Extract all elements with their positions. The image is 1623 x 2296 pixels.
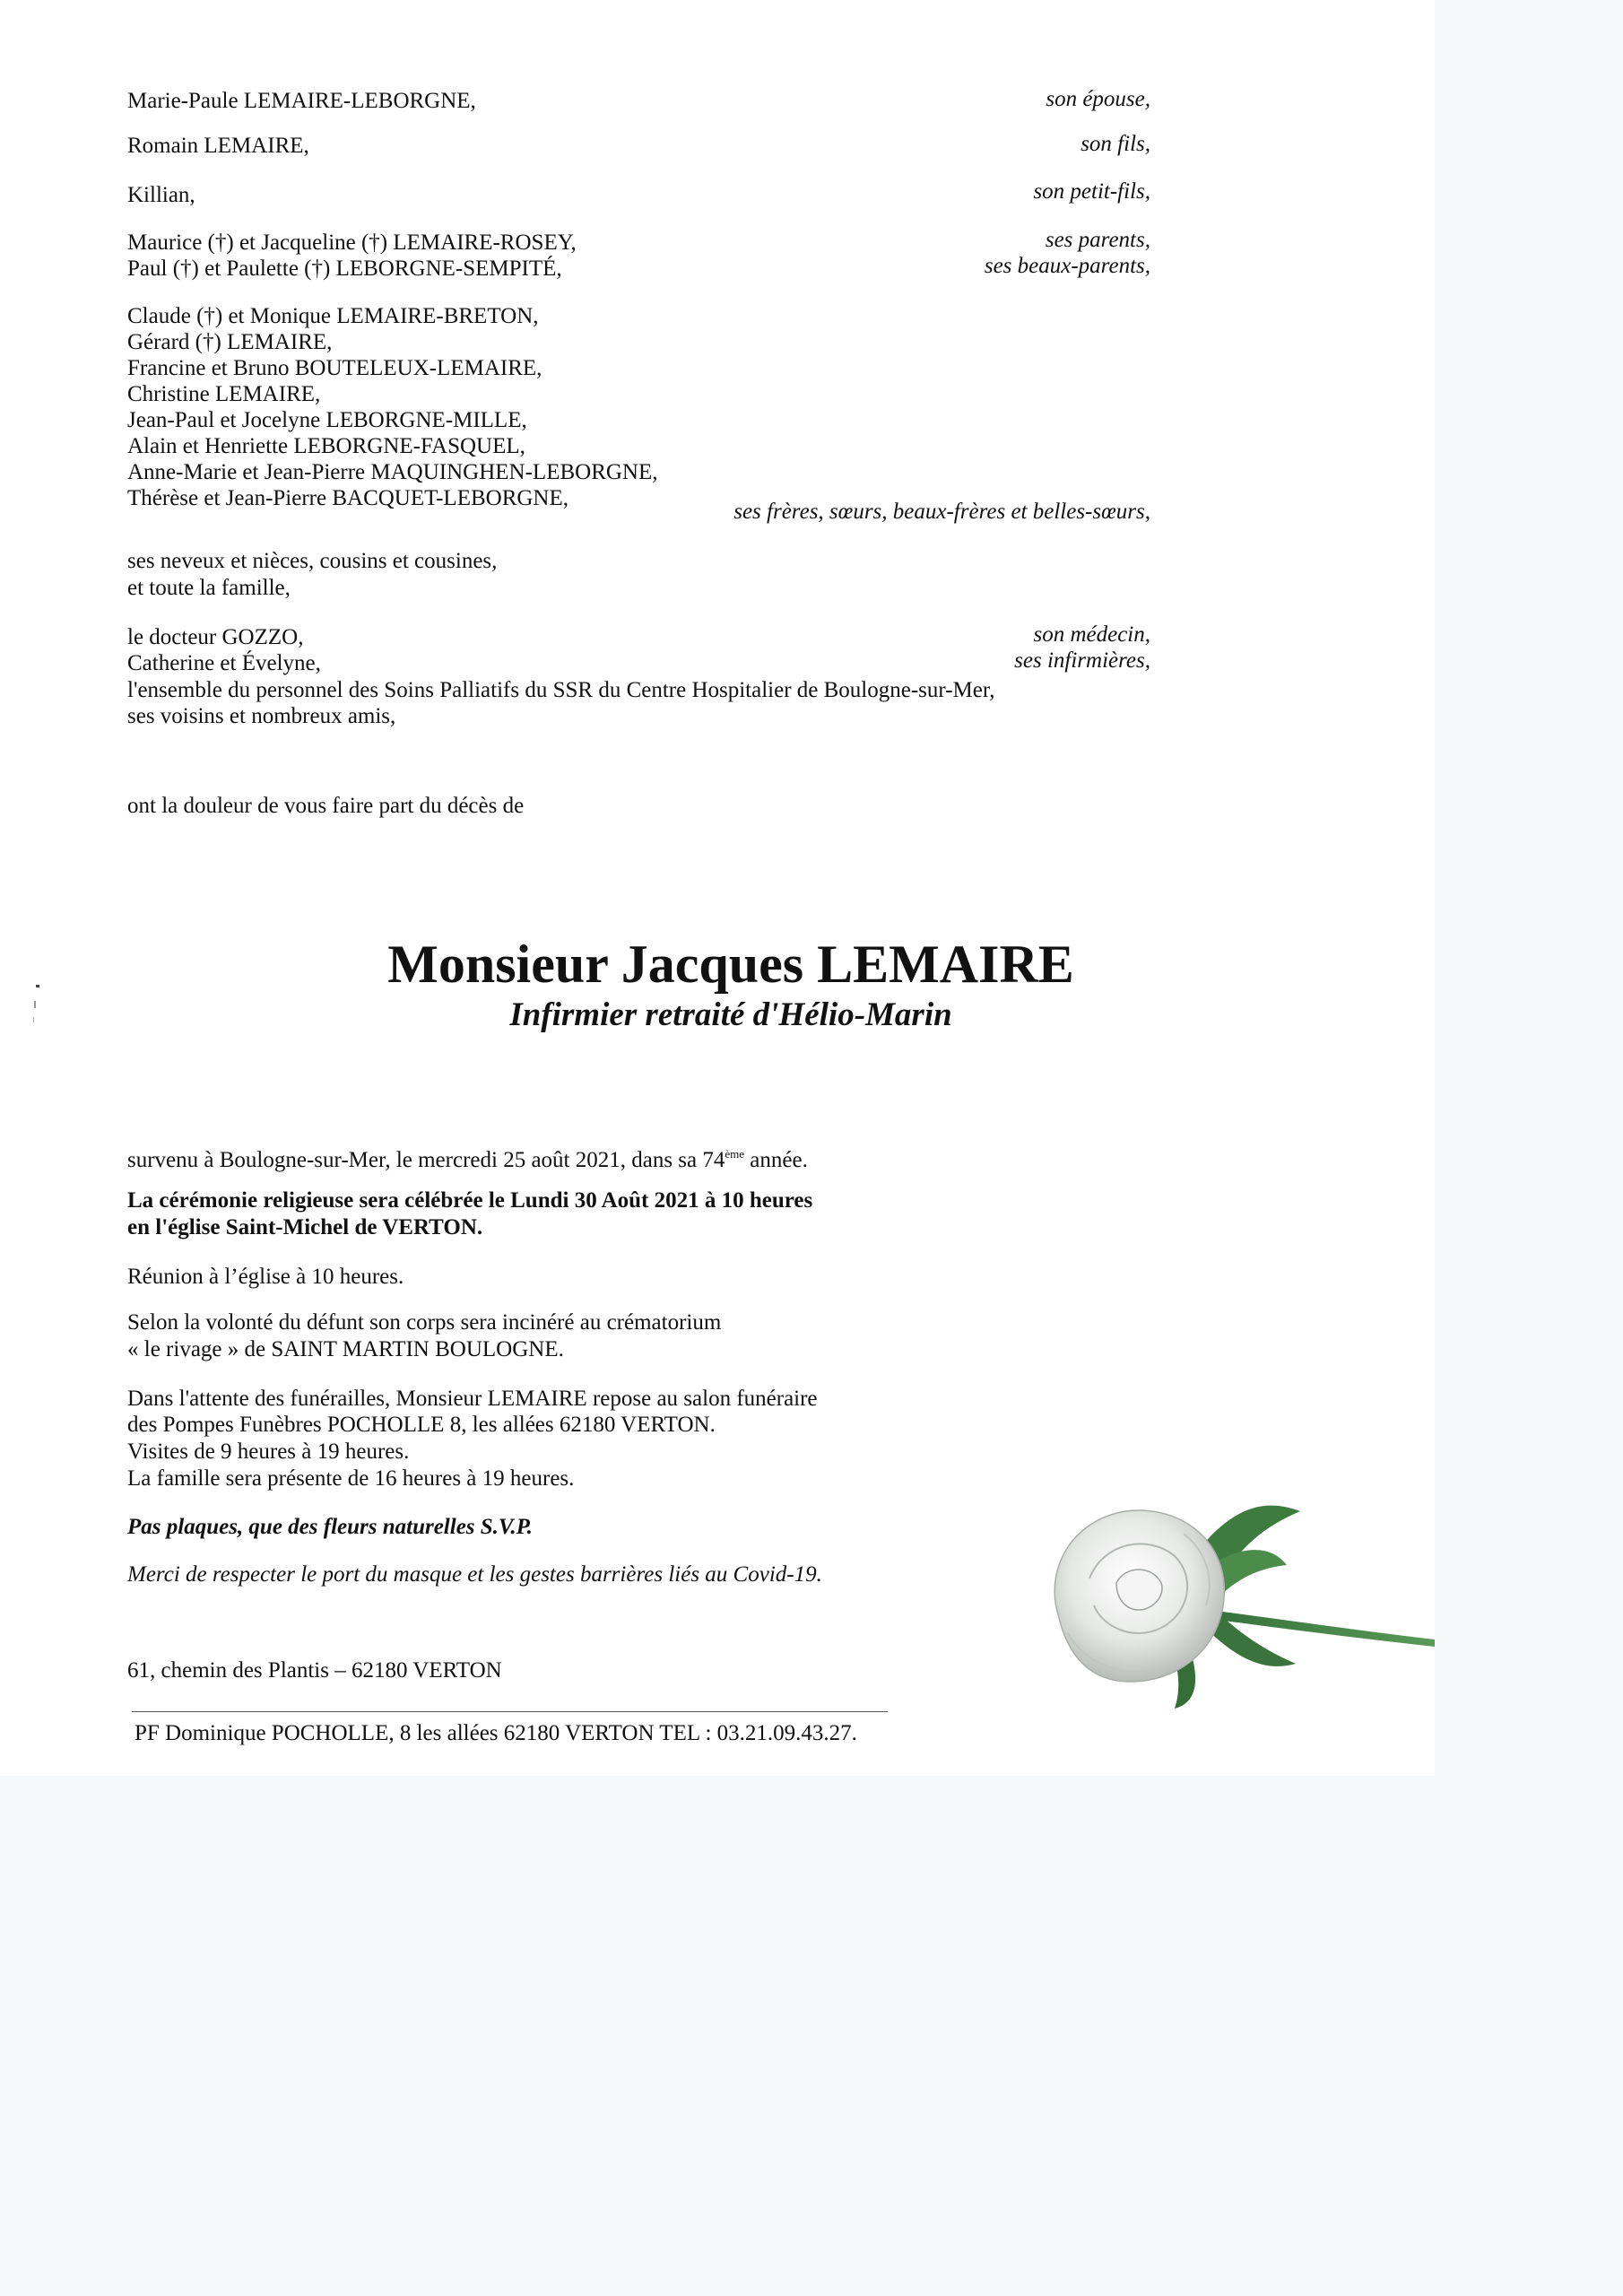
sibling-1: Claude (†) et Monique LEMAIRE-BRETON, bbox=[127, 304, 539, 328]
family-relation-4: ses parents, bbox=[1045, 228, 1150, 252]
family-name-2: Romain LEMAIRE, bbox=[127, 134, 309, 158]
flowers-note: Pas plaques, que des fleurs naturelles S.V.P. bbox=[127, 1515, 533, 1539]
family-name-3: Killian, bbox=[127, 183, 195, 207]
meeting-info: Réunion à l’église à 10 heures. bbox=[127, 1265, 404, 1289]
deceased-title: Infirmier retraité d'Hélio-Marin bbox=[509, 996, 952, 1033]
sibling-8: Thérèse et Jean-Pierre BACQUET-LEBORGNE, bbox=[127, 486, 569, 510]
family-name-5: Paul (†) et Paulette (†) LEBORGNE-SEMPITÉ, bbox=[127, 257, 562, 281]
ceremony-line-1: La cérémonie religieuse sera célébrée le Lundi 30 Août 2021 à 10 heures bbox=[127, 1188, 813, 1213]
scan-specks bbox=[30, 983, 48, 1028]
extended-family-2: et toute la famille, bbox=[127, 576, 291, 600]
announcement: ont la douleur de vous faire part du décès de bbox=[127, 794, 525, 818]
family-relation-1: son épouse, bbox=[1046, 87, 1150, 111]
sibling-4: Christine LEMAIRE, bbox=[127, 382, 321, 406]
carer-1: le docteur GOZZO, bbox=[127, 625, 304, 649]
footer-divider bbox=[132, 1711, 888, 1712]
visits-line-3: Visites de 9 heures à 19 heures. bbox=[127, 1439, 410, 1464]
family-relation-3: son petit-fils, bbox=[1033, 179, 1150, 204]
carer-relation-2: ses infirmières, bbox=[1014, 648, 1150, 673]
death-text-end: année. bbox=[744, 1148, 808, 1172]
sibling-2: Gérard (†) LEMAIRE, bbox=[127, 330, 333, 354]
white-rose-image bbox=[1040, 1480, 1435, 1713]
extended-family-1: ses neveux et nièces, cousins et cousines, bbox=[127, 549, 498, 573]
carer-4: ses voisins et nombreux amis, bbox=[127, 704, 396, 728]
siblings-relation: ses frères, sœurs, beaux-frères et belles-sœurs, bbox=[733, 500, 1150, 524]
carer-relation-1: son médecin, bbox=[1033, 622, 1150, 647]
cremation-line-1: Selon la volonté du défunt son corps sera incinéré au crématorium bbox=[127, 1310, 722, 1335]
family-relation-5: ses beaux-parents, bbox=[984, 254, 1150, 278]
sibling-7: Anne-Marie et Jean-Pierre MAQUINGHEN-LEBORGNE, bbox=[127, 460, 658, 484]
family-name-4: Maurice (†) et Jacqueline (†) LEMAIRE-ROSEY, bbox=[127, 230, 577, 255]
carer-3: l'ensemble du personnel des Soins Palliatifs du SSR du Centre Hospitalier de Boulogne-sur-Mer, bbox=[127, 678, 995, 702]
carer-2: Catherine et Évelyne, bbox=[127, 651, 321, 675]
covid-note: Merci de respecter le port du masque et les gestes barrières liés au Covid-19. bbox=[127, 1562, 822, 1587]
death-notice bbox=[127, 1141, 808, 1174]
visits-line-1: Dans l'attente des funérailles, Monsieur LEMAIRE repose au salon funéraire bbox=[127, 1387, 818, 1411]
visits-line-2: des Pompes Funèbres POCHOLLE 8, les allées 62180 VERTON. bbox=[127, 1413, 716, 1437]
sibling-6: Alain et Henriette LEBORGNE-FASQUEL, bbox=[127, 434, 525, 458]
family-relation-2: son fils, bbox=[1081, 132, 1150, 156]
deceased-name: Monsieur Jacques LEMAIRE bbox=[387, 935, 1074, 994]
funeral-home-footer: PF Dominique POCHOLLE, 8 les allées 62180 VERTON TEL : 03.21.09.43.27. bbox=[135, 1721, 857, 1745]
address: 61, chemin des Plantis – 62180 VERTON bbox=[127, 1658, 502, 1683]
death-superscript: ème bbox=[725, 1147, 745, 1161]
sibling-3: Francine et Bruno BOUTELEUX-LEMAIRE, bbox=[127, 356, 542, 380]
ceremony-line-2: en l'église Saint-Michel de VERTON. bbox=[127, 1215, 483, 1239]
sibling-5: Jean-Paul et Jocelyne LEBORGNE-MILLE, bbox=[127, 408, 527, 432]
death-text: survenu à Boulogne-sur-Mer, le mercredi 25 août 2021, dans sa 74 bbox=[127, 1148, 725, 1172]
visits-line-4: La famille sera présente de 16 heures à 19 heures. bbox=[127, 1466, 575, 1491]
family-name-1: Marie-Paule LEMAIRE-LEBORGNE, bbox=[127, 89, 476, 113]
cremation-line-2: « le rivage » de SAINT MARTIN BOULOGNE. bbox=[127, 1337, 564, 1361]
